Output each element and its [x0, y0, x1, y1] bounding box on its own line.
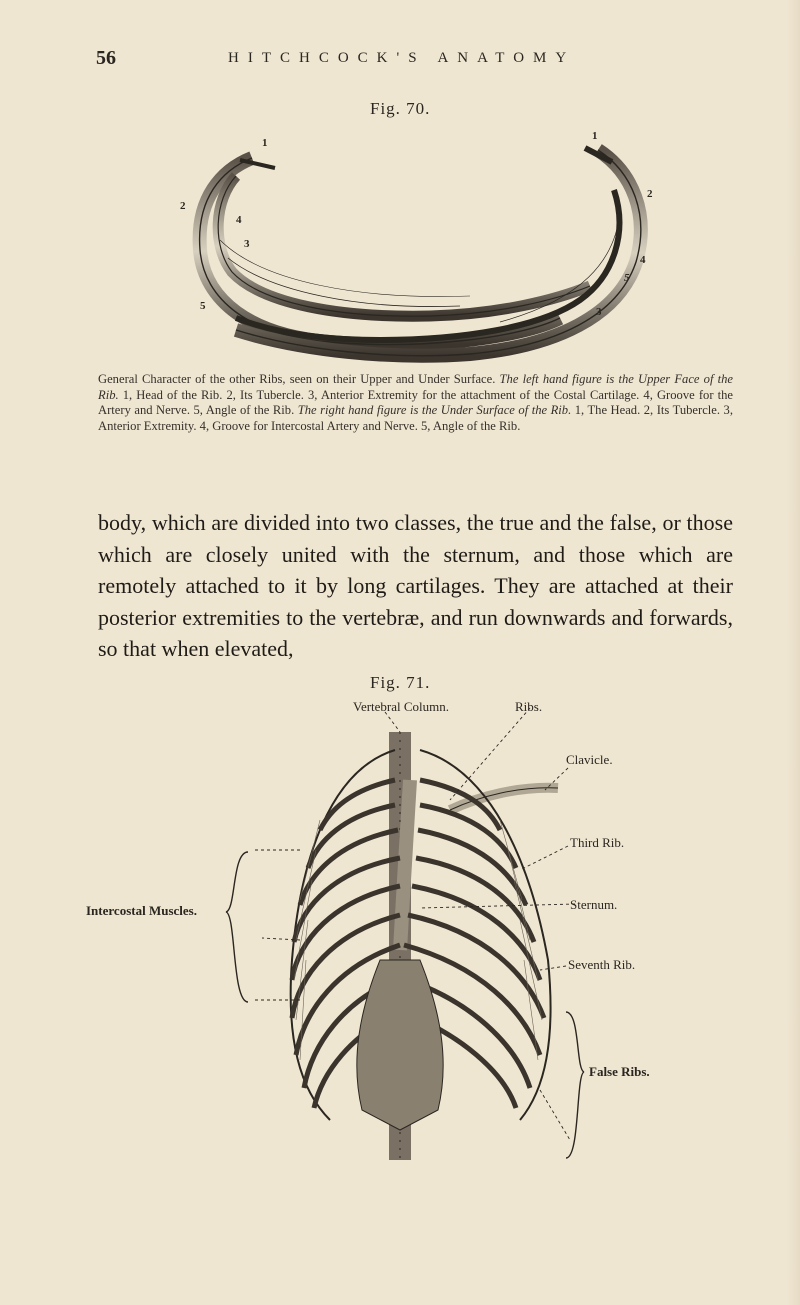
running-title: HITCHCOCK'S ANATOMY	[228, 50, 576, 66]
label-false-ribs: False Ribs.	[589, 1064, 650, 1079]
fig70-right-label-2: 2	[647, 188, 653, 200]
fig70-left-label-2: 2	[180, 200, 186, 212]
fig70-right-label-1: 1	[592, 130, 598, 142]
caption-part-2: The left hand figure is the Upper Face of the Rib.	[98, 372, 733, 402]
fig70-left-label-3: 3	[244, 238, 250, 250]
fig70-left-label-1: 1	[262, 137, 268, 149]
fig70-left-label-4: 4	[236, 214, 242, 226]
label-seventh-rib: Seventh Rib.	[568, 957, 636, 972]
fig70-right-label-5: 5	[624, 272, 630, 284]
fig70-right-label-4: 4	[640, 254, 646, 266]
body-paragraph: body, which are divided into two classes, the true and the false, or those which are closely united with the sternum, and those which are remotely attached to it by long cartilages. They are attached at their posterior extremities to the vertebræ, and run downwards and forwards, so that when elevated,	[98, 510, 733, 661]
caption-part-4: The right hand figure is the Under Surface of the Rib.	[297, 403, 572, 418]
label-vertebral-column: Vertebral Column.	[353, 699, 450, 714]
fig70-left-label-5: 5	[200, 300, 206, 312]
figure-70-title: Fig. 70.	[370, 99, 431, 118]
label-third-rib: Third Rib.	[570, 835, 625, 850]
label-sternum: Sternum.	[570, 897, 618, 912]
fig70-right-label-3: 3	[596, 306, 602, 318]
caption-part-1: General Character of the other Ribs, seen on their Upper and Under Surface.	[98, 372, 496, 386]
label-intercostal-muscles: Intercostal Muscles.	[86, 903, 197, 918]
figure-71-title: Fig. 71.	[370, 673, 431, 692]
page-number: 56	[96, 47, 116, 69]
label-clavicle: Clavicle.	[566, 752, 613, 767]
caption-part-5: 1, The Head. 2, Its Tubercle. 3, Anterior Extremity. 4, Groove for Intercostal Artery and Nerve. 5, Angle of the Rib.	[98, 403, 733, 433]
caption-part-3: 1, Head of the Rib. 2, Its Tubercle. 3, Anterior Extremity for the attachment of the Costal Cartilage. 4, Groove for the Artery and Nerve. 5, Angle of the Rib.	[98, 387, 733, 418]
label-ribs: Ribs.	[515, 699, 543, 714]
